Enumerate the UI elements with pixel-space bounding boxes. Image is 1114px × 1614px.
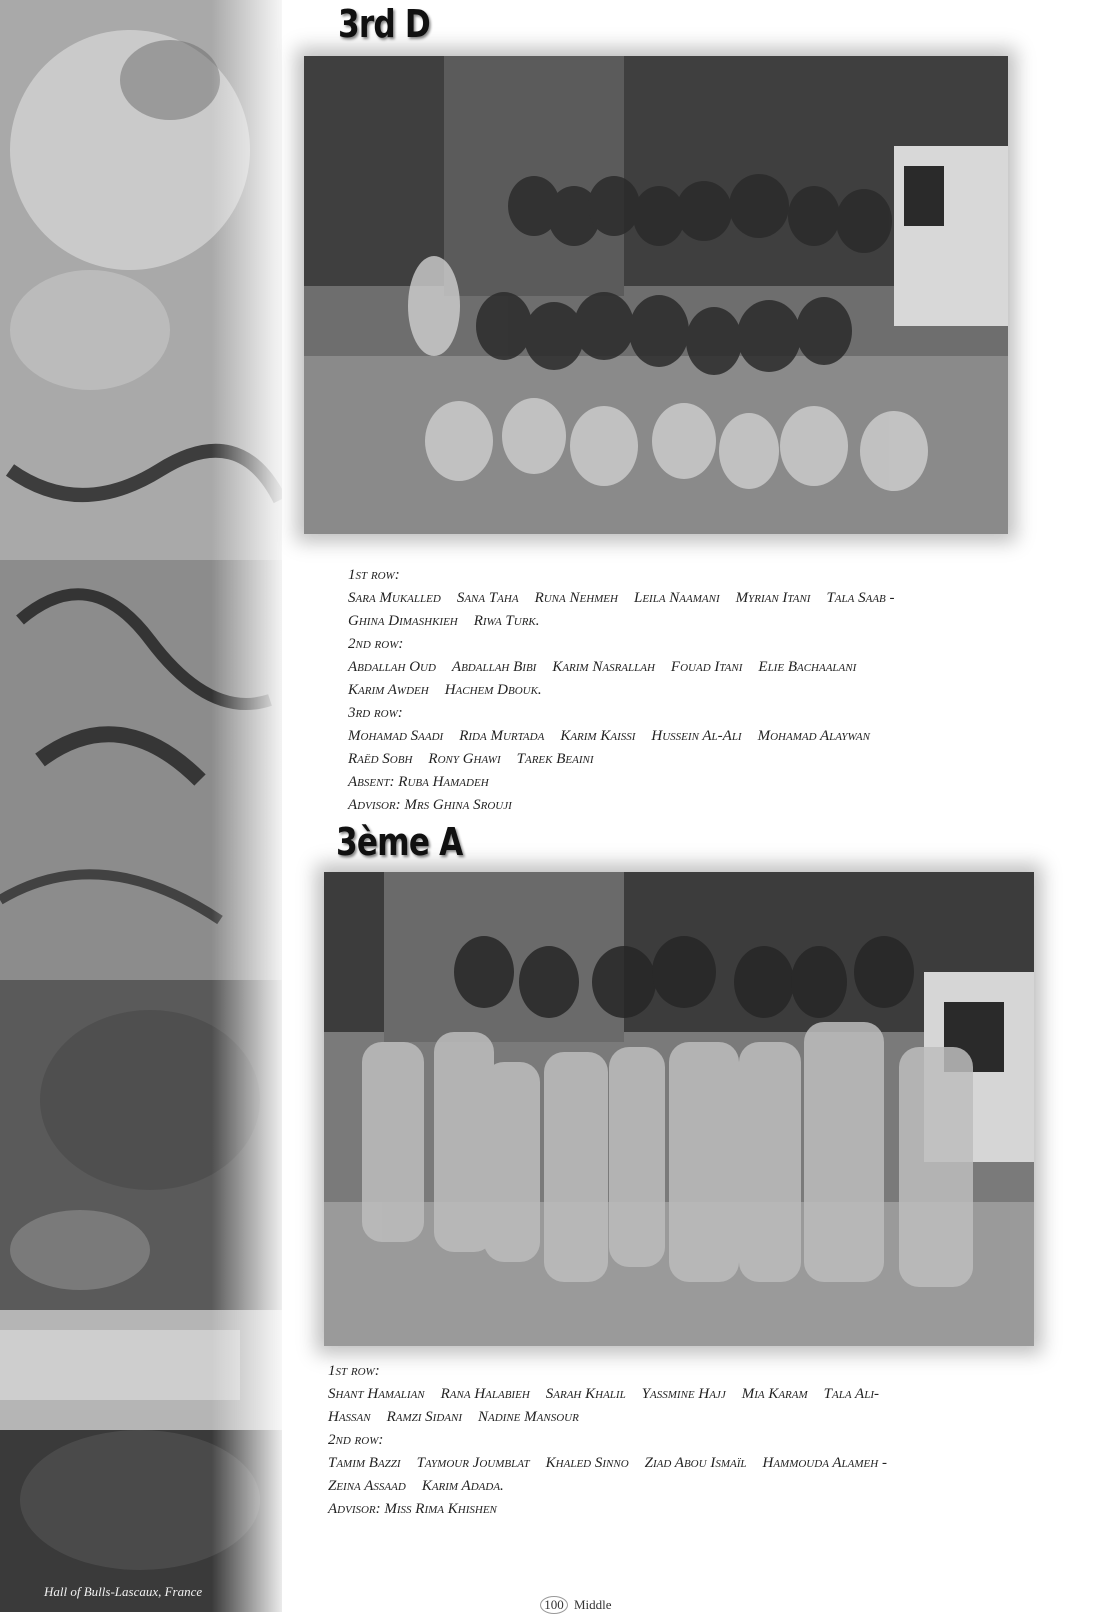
student-name: Zeina Assaad (328, 1478, 406, 1494)
student-name: Shant Hamalian (328, 1386, 425, 1402)
name-line (328, 1406, 903, 1429)
student-name: Mohamad Saadi (348, 728, 444, 744)
advisor-note: Advisor: Miss Rima Khishen (328, 1501, 497, 1517)
student-name: Tala Ali- (823, 1386, 879, 1402)
cave-painting-image (0, 0, 282, 1612)
student-name: Hassan (328, 1409, 371, 1425)
student-name: Ramzi Sidani (386, 1409, 463, 1425)
student-name: Sarah Khalil (545, 1386, 626, 1402)
student-name: Hachem Dbouk. (444, 682, 542, 698)
student-name: Karim Awdeh (348, 682, 429, 698)
student-name: Elie Bachaalani (758, 659, 857, 675)
student-name: Yassmine Hajj (641, 1386, 726, 1402)
page-footer (540, 1596, 612, 1614)
student-name: Mohamad Alaywan (757, 728, 870, 744)
cave-art-strip (0, 0, 282, 1612)
page-number: 100 (540, 1596, 568, 1614)
student-name: Hussein Al-Ali (651, 728, 742, 744)
name-line (348, 610, 911, 633)
row-label: 2nd row: (328, 1432, 384, 1448)
student-name: Karim Kaissi (560, 728, 636, 744)
student-name: Fouad Itani (670, 659, 743, 675)
name-line (348, 587, 911, 610)
student-name: Sana Taha (456, 590, 519, 606)
name-line (348, 656, 911, 679)
student-name: Mia Karam (741, 1386, 808, 1402)
row-label: 3rd row: (348, 705, 403, 721)
student-name: Tarek Beaini (516, 751, 594, 767)
absent-note: Absent: Ruba Hamadeh (348, 774, 489, 790)
student-name: Ghina Dimashkieh (348, 613, 458, 629)
row-label: 2nd row: (348, 636, 404, 652)
caption-3rd-d (348, 564, 911, 817)
student-name: Riwa Turk. (473, 613, 540, 629)
student-name: Rony Ghawi (428, 751, 501, 767)
name-line (328, 1452, 903, 1475)
student-name: Khaled Sinno (545, 1455, 629, 1471)
name-line (328, 1475, 903, 1498)
student-name: Abdallah Bibi (451, 659, 537, 675)
section-title-3rd-d: 3rd D (338, 2, 430, 46)
section-title-3eme-a: 3ème A (336, 820, 463, 864)
student-name: Leila Naamani (633, 590, 720, 606)
student-name: Tamim Bazzi (328, 1455, 401, 1471)
caption-3eme-a (328, 1360, 903, 1521)
advisor-note: Advisor: Mrs Ghina Srouji (348, 797, 512, 813)
row-label: 1st row: (348, 567, 400, 583)
student-name: Tala Saab - (826, 590, 895, 606)
name-line (348, 748, 911, 771)
row-label: 1st row: (328, 1363, 380, 1379)
student-name: Rida Murtada (459, 728, 545, 744)
student-name: Runa Nehmeh (534, 590, 618, 606)
student-name: Myrian Itani (735, 590, 811, 606)
student-name: Hammouda Alameh - (762, 1455, 887, 1471)
student-name: Raëd Sobh (348, 751, 413, 767)
class-photo-3eme-a (324, 872, 1034, 1346)
student-name: Karim Nasrallah (552, 659, 655, 675)
name-line (348, 725, 911, 748)
student-name: Rana Halabieh (440, 1386, 530, 1402)
student-name: Abdallah Oud (348, 659, 436, 675)
student-name: Taymour Joumblat (416, 1455, 530, 1471)
class-photo-3rd-d (304, 56, 1008, 534)
footer-text: Middle (574, 1597, 612, 1612)
student-name: Nadine Mansour (478, 1409, 579, 1425)
side-image-caption: Hall of Bulls-Lascaux, France (44, 1584, 203, 1599)
name-line (348, 679, 911, 702)
student-name: Karim Adada. (421, 1478, 504, 1494)
student-name: Sara Mukalled (348, 590, 441, 606)
student-name: Ziad Abou Ismaïl (644, 1455, 747, 1471)
name-line (328, 1383, 903, 1406)
